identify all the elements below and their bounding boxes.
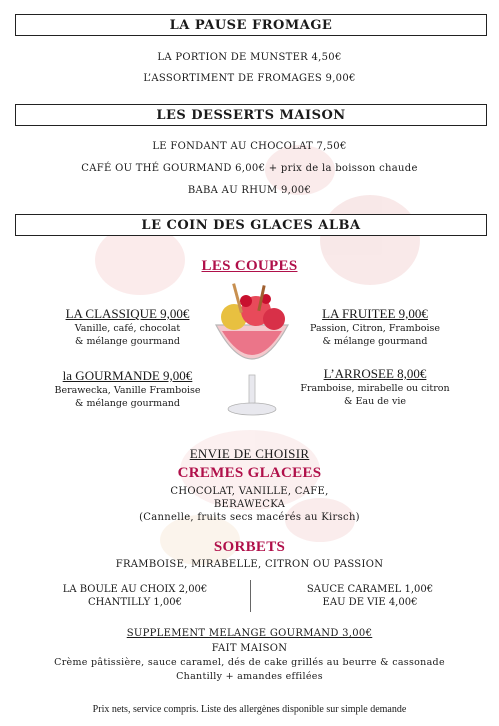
section-title-fromage: LA PAUSE FROMAGE (169, 17, 333, 33)
coupe-fruitee-title: LA FRUITEE 9,00€ (322, 306, 428, 321)
coupe-arrosee-desc-2: & Eau de vie (344, 396, 406, 407)
coupe-classique-title: LA CLASSIQUE 9,00€ (65, 306, 190, 321)
options-right (270, 583, 470, 609)
coupe-arrosee-desc-1: Framboise, mirabelle ou citron (300, 383, 450, 394)
coupe-classique-desc-2: & mélange gourmand (75, 336, 180, 347)
coupe-arrosee (285, 366, 465, 408)
coupes-heading: LES COUPES (201, 258, 298, 274)
section-header-glaces (15, 214, 487, 236)
cremes-line-3: (Cannelle, fruits secs macérés au Kirsch) (139, 512, 360, 523)
footer-note: Prix nets, service compris. Liste des allergènes disponible sur simple demande (92, 704, 407, 715)
coupe-arrosee-title: L’ARROSEE 8,00€ (323, 366, 427, 381)
supplement-line-2: Chantilly + amandes effilées (176, 671, 323, 682)
coupe-fruitee-desc-2: & mélange gourmand (322, 336, 428, 347)
menu-item-fondant: LE FONDANT AU CHOCOLAT 7,50€ (152, 141, 347, 152)
menu-item-assortiment: L’ASSORTIMENT DE FROMAGES 9,00€ (143, 73, 356, 84)
option-chantilly: CHANTILLY 1,00€ (87, 597, 182, 608)
coupe-classique (40, 306, 215, 348)
coupe-classique-desc-1: Vanille, café, chocolat (74, 323, 181, 334)
coupe-gourmande-desc-1: Berawecka, Vanille Framboise (54, 385, 201, 396)
supplement-line-1: Crème pâtissière, sauce caramel, dés de cake grillés au beurre & cassonade (54, 657, 445, 668)
envie-heading: ENVIE DE CHOISIR (189, 446, 310, 461)
option-sauce-caramel: SAUCE CARAMEL 1,00€ (306, 584, 434, 595)
sundae-image (208, 283, 296, 423)
coupe-fruitee (290, 306, 460, 348)
option-boule: LA BOULE AU CHOIX 2,00€ (62, 584, 208, 595)
options-divider (250, 580, 251, 612)
section-title-desserts: LES DESSERTS MAISON (156, 107, 346, 123)
cremes-line-1: CHOCOLAT, VANILLE, CAFE, (170, 486, 329, 497)
menu-item-munster: LA PORTION DE MUNSTER 4,50€ (157, 52, 342, 63)
sorbets-heading: SORBETS (213, 539, 286, 555)
sorbets-line: FRAMBOISE, MIRABELLE, CITRON OU PASSION (115, 559, 384, 570)
coupe-gourmande (40, 368, 215, 410)
section-title-glaces: LE COIN DES GLACES ALBA (141, 217, 361, 233)
coupe-fruitee-desc-1: Passion, Citron, Framboise (310, 323, 440, 334)
section-header-fromage (15, 14, 487, 36)
cremes-heading: CREMES GLACEES (177, 465, 322, 481)
cremes-line-2: BERAWECKA (213, 499, 286, 510)
menu-item-cafe-gourmand: CAFÉ OU THÉ GOURMAND 6,00€ + prix de la boisson chaude (81, 163, 418, 174)
coupe-gourmande-title: la GOURMANDE 9,00€ (62, 368, 193, 383)
option-eau-de-vie: EAU DE VIE 4,00€ (322, 597, 418, 608)
options-left (35, 583, 235, 609)
coupe-gourmande-desc-2: & mélange gourmand (75, 398, 180, 409)
supplement-title: SUPPLEMENT MELANGE GOURMAND 3,00€ (126, 628, 373, 639)
section-header-desserts (15, 104, 487, 126)
supplement-subtitle: FAIT MAISON (211, 643, 288, 654)
menu-item-baba: BABA AU RHUM 9,00€ (187, 185, 312, 196)
